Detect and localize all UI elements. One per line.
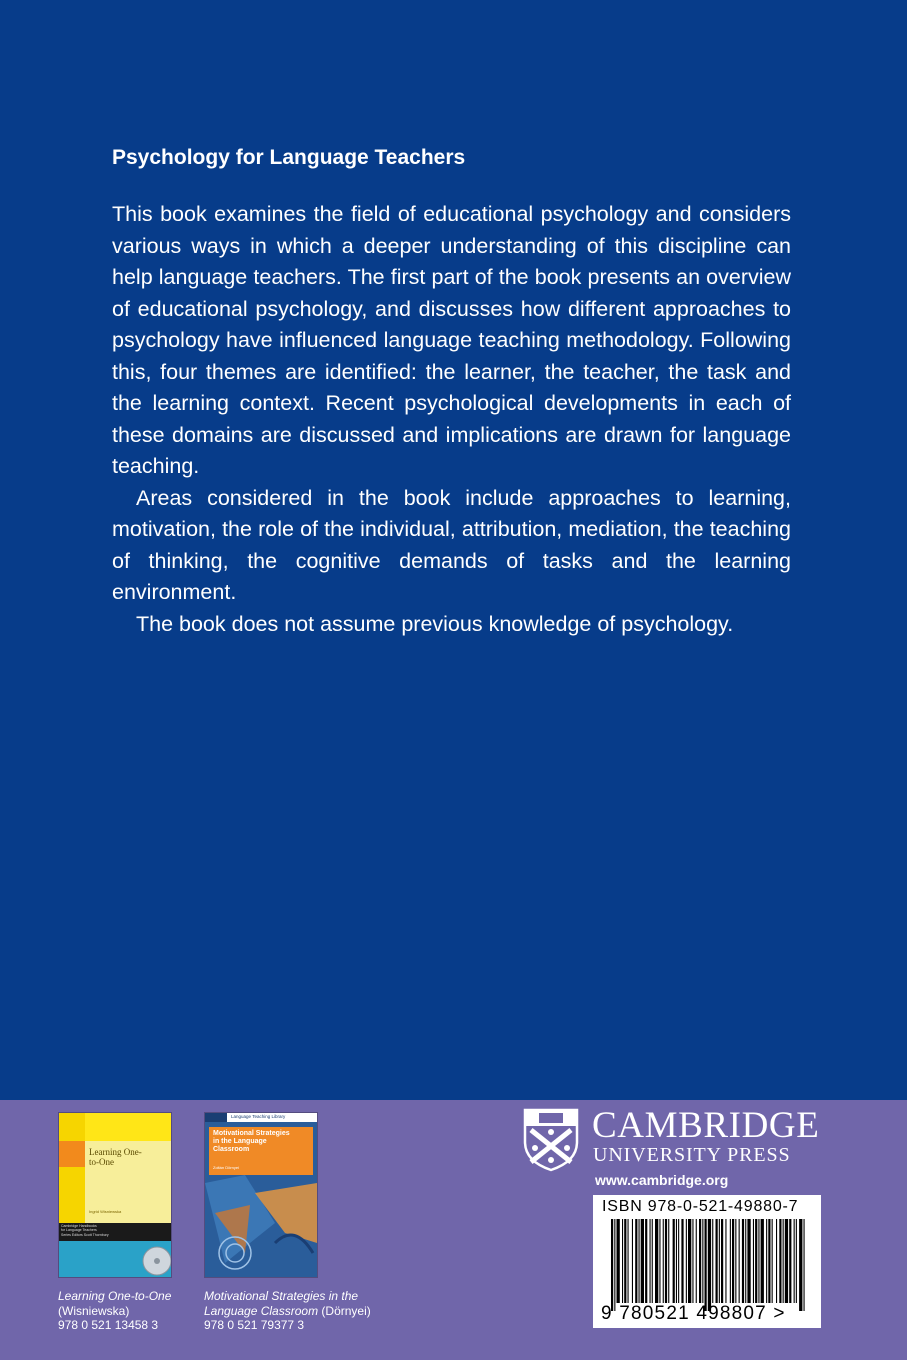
isbn-barcode bbox=[593, 1195, 821, 1328]
description-paragraph-2: Areas considered in the book include approaches to learning, motivation, the role of the individual, attribution, mediation, the teaching of thinking, the cognitive demands of tasks and the learning environment. bbox=[112, 485, 791, 604]
isbn-label: ISBN 978-0-521-49880-7 bbox=[602, 1198, 799, 1215]
description-block bbox=[112, 143, 791, 640]
publisher-name: CAMBRIDGE bbox=[592, 1105, 820, 1146]
description-paragraph-1: This book examines the field of educational psychology and considers various ways in which a deeper understanding of this discipline can help language teachers. The first part of the book presents an overview of educational psychology, and discusses how different approaches to psychology have influenced language teaching methodology. Following this, four themes are identified: the learner, the teacher, the task and the learning context. Recent psychological developments in each of these domains are discussed and implications are drawn for language teaching. bbox=[112, 202, 791, 478]
cover-artwork-1 bbox=[59, 1113, 171, 1277]
cover-title-1: Learning One-to-One bbox=[89, 1147, 142, 1167]
related-book-isbn-2: 978 0 521 79377 3 bbox=[204, 1318, 305, 1332]
related-book-isbn-1: 978 0 521 13458 3 bbox=[58, 1318, 159, 1332]
cover-series-2: Language Teaching Library bbox=[231, 1114, 286, 1119]
related-book-author-1: (Wisniewska) bbox=[58, 1303, 130, 1318]
publisher-website[interactable]: www.cambridge.org bbox=[595, 1172, 729, 1188]
related-book-caption-1 bbox=[58, 1289, 171, 1333]
related-book-cover-1[interactable] bbox=[59, 1113, 171, 1277]
cover-title-2: Motivational Strategies in the Language Classroom bbox=[213, 1130, 290, 1153]
description-paragraph-3: The book does not assume previous knowledge of psychology. bbox=[136, 611, 734, 636]
barcode-digits: 9 780521 498807 > bbox=[601, 1303, 786, 1324]
publisher-subname: UNIVERSITY PRESS bbox=[593, 1144, 791, 1166]
related-book-caption-2 bbox=[204, 1289, 404, 1333]
related-book-title-1: Learning One-to-One bbox=[58, 1289, 172, 1303]
book-title: Psychology for Language Teachers bbox=[112, 146, 466, 169]
related-book-title-2: Motivational Strategies in the Language Classroom bbox=[204, 1289, 359, 1318]
related-book-cover-2[interactable] bbox=[205, 1113, 317, 1277]
cover-author-2: Zoltán Dörnyei bbox=[213, 1165, 240, 1170]
related-book-author-2: (Dörnyei) bbox=[321, 1303, 371, 1318]
cover-author-1: Ingrid Wisniewska bbox=[89, 1209, 122, 1214]
footer-band bbox=[0, 1100, 907, 1360]
cambridge-shield-icon bbox=[523, 1108, 579, 1172]
cover-series-1: Cambridge Handbooks for Language Teachers bbox=[61, 1224, 97, 1232]
cover-series-editors-1: Series Editors Scott Thornbury bbox=[61, 1233, 109, 1237]
